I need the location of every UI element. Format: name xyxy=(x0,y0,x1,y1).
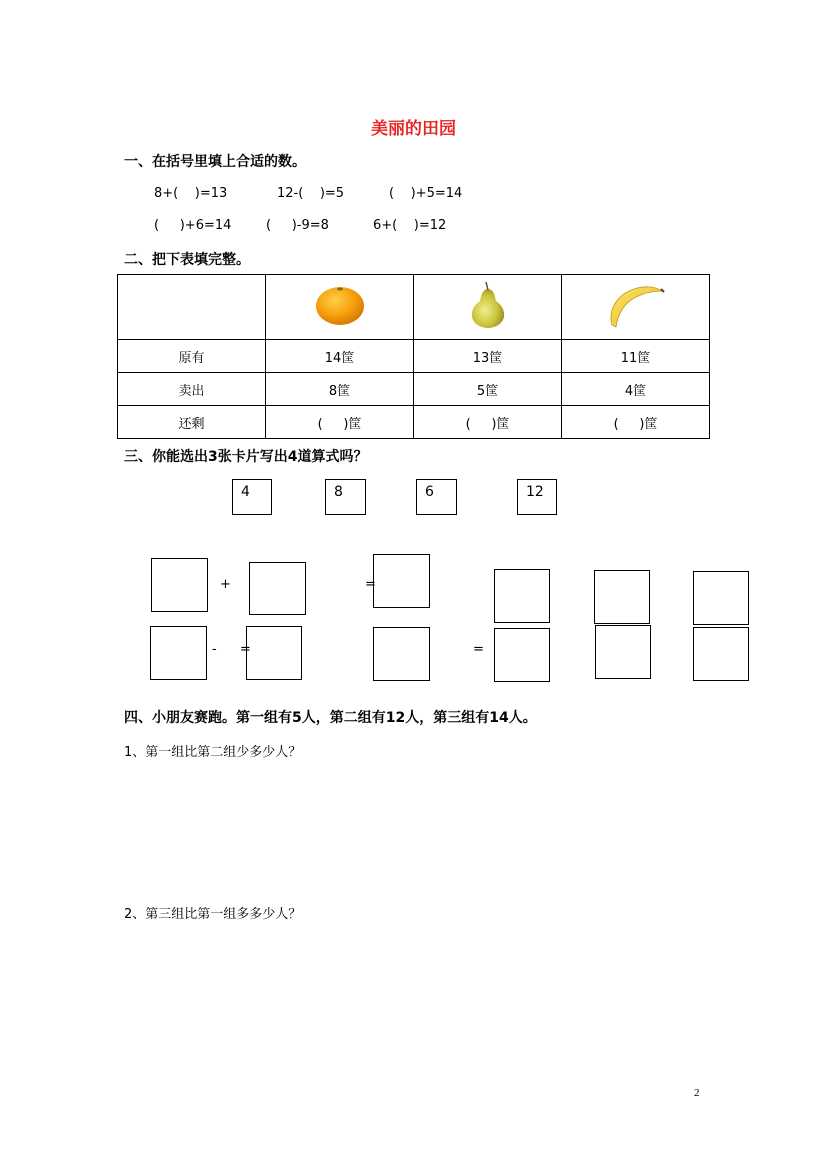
section3-heading: 三、你能选出3张卡片写出4道算式吗？ xyxy=(124,449,368,465)
page-title: 美丽的田园 xyxy=(371,119,456,139)
row-label: 还剩 xyxy=(118,406,266,439)
table-cell: 4筐 xyxy=(562,373,710,406)
equals-sign: = xyxy=(240,642,251,657)
table-cell: 8筐 xyxy=(266,373,414,406)
answer-box[interactable] xyxy=(150,626,207,680)
row-label: 卖出 xyxy=(118,373,266,406)
table-corner-cell xyxy=(118,275,266,340)
table-cell xyxy=(562,275,710,340)
minus-sign: - xyxy=(212,642,217,657)
answer-box[interactable] xyxy=(151,558,208,612)
orange-icon xyxy=(314,284,366,326)
pear-icon xyxy=(468,281,508,329)
table-row xyxy=(118,340,710,373)
answer-box[interactable] xyxy=(373,554,430,608)
number-card: 4 xyxy=(232,479,272,515)
table-cell xyxy=(266,275,414,340)
question: 1、第一组比第二组少多少人？ xyxy=(124,745,302,760)
answer-box[interactable] xyxy=(494,628,550,682)
fruit-table xyxy=(117,274,710,439)
number-card: 12 xyxy=(517,479,557,515)
equation: 12-( )=5 xyxy=(277,186,345,201)
equals-sign: = xyxy=(473,642,484,657)
answer-box[interactable] xyxy=(373,627,430,681)
number-card: 8 xyxy=(325,479,366,515)
answer-box[interactable] xyxy=(246,626,302,680)
equation: ( )-9=8 xyxy=(266,218,329,233)
table-row xyxy=(118,406,710,439)
question: 2、第三组比第一组多多少人？ xyxy=(124,907,302,922)
answer-box[interactable] xyxy=(594,570,650,624)
equation: ( )+6=14 xyxy=(154,218,232,233)
answer-box[interactable] xyxy=(693,571,749,625)
table-row xyxy=(118,373,710,406)
table-cell: 14筐 xyxy=(266,340,414,373)
page-number: 2 xyxy=(694,1087,700,1099)
table-cell[interactable]: ( )筐 xyxy=(414,406,562,439)
number-card: 6 xyxy=(416,479,457,515)
section2-heading: 二、把下表填完整。 xyxy=(124,252,250,268)
section1-heading: 一、在括号里填上合适的数。 xyxy=(124,154,306,170)
table-cell[interactable]: ( )筐 xyxy=(562,406,710,439)
equation: ( )+5=14 xyxy=(389,186,463,201)
equation: 8+( )=13 xyxy=(154,186,228,201)
table-cell[interactable]: ( )筐 xyxy=(266,406,414,439)
row-label: 原有 xyxy=(118,340,266,373)
table-cell: 13筐 xyxy=(414,340,562,373)
answer-box[interactable] xyxy=(494,569,550,623)
equals-sign: = xyxy=(365,577,376,592)
banana-icon xyxy=(606,281,666,329)
equation: 6+( )=12 xyxy=(373,218,447,233)
plus-sign: + xyxy=(220,577,231,592)
table-cell: 11筐 xyxy=(562,340,710,373)
answer-box[interactable] xyxy=(693,627,749,681)
answer-box[interactable] xyxy=(249,562,306,615)
answer-box[interactable] xyxy=(595,625,651,679)
table-cell: 5筐 xyxy=(414,373,562,406)
section4-heading: 四、小朋友赛跑。第一组有5人，第二组有12人，第三组有14人。 xyxy=(124,710,537,726)
table-header-row xyxy=(118,275,710,340)
table-cell xyxy=(414,275,562,340)
